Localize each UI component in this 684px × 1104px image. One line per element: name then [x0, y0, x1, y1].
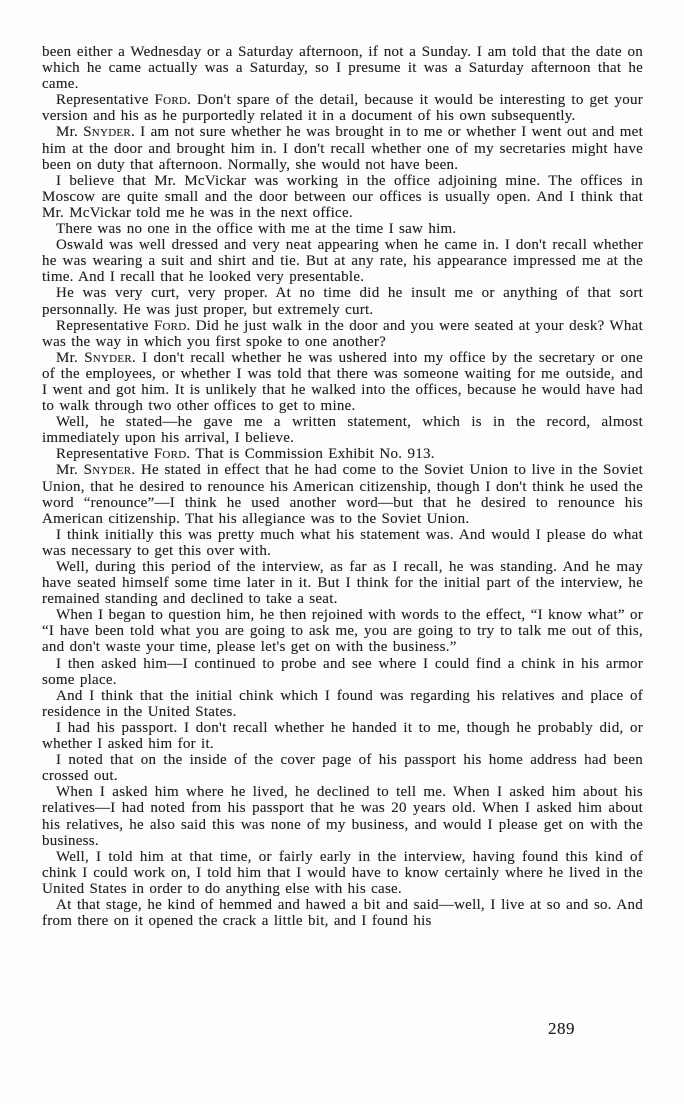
- paragraph: At that stage, he kind of hemmed and hawed a bit and said—well, I live at so and so. And from there on it opened the crack a little bit, and I found his: [42, 896, 643, 930]
- speaker-name: Snyder: [83, 462, 132, 479]
- speaker-label: Mr. Snyder.: [56, 124, 141, 141]
- text-block: [42, 44, 643, 929]
- speaker-name: Ford: [153, 317, 187, 334]
- paragraph: Oswald was well dressed and very neat appearing when he came in. I don't recall whether he was wearing a suit and shirt and tie. But at any rate, his appearance impressed me at the time. And I recall that he looked very presentable.: [42, 237, 643, 286]
- paragraph: Mr. Snyder. He stated in effect that he had come to the Soviet Union to live in the Soviet Union, that he desired to renounce his American citizenship, though I don't think he used the word “renounce”—I think he used another word—but that he desired to renounce his American citizenship. That his allegiance was to the Soviet Union.: [42, 462, 643, 527]
- speaker-label: Representative Ford.: [56, 92, 198, 109]
- paragraph: When I began to question him, he then rejoined with words to the effect, “I know what” or “I have been told what you are going to ask me, you are going to try to talk me out of this, and don't waste your time, please let's get on with the business.”: [42, 607, 643, 656]
- paragraph: Representative Ford. That is Commission Exhibit No. 913.: [56, 446, 435, 463]
- speaker-label: Representative Ford.: [56, 317, 196, 334]
- paragraph: Well, during this period of the interview, as far as I recall, he was standing. And he may have seated himself some time later in it. But I think for the initial part of the interview, he remained standing and declined to take a seat.: [42, 559, 643, 608]
- paragraph: Representative Ford. Don't spare of the detail, because it would be interesting to get your version and his as he purportedly related it in a document of his own subsequently.: [42, 92, 643, 125]
- paragraph: I then asked him—I continued to probe and see where I could find a chink in his armor some place.: [42, 655, 643, 688]
- paragraph: Mr. Snyder. I am not sure whether he was brought in to me or whether I went out and met him at the door and brought him in. I don't recall whether one of my secretaries might have been on duty that afternoon. Normally, she would not have been.: [42, 124, 644, 173]
- page-number: 289: [548, 1019, 575, 1038]
- speaker-name: Ford: [153, 446, 187, 463]
- paragraph: been either a Wednesday or a Saturday afternoon, if not a Sunday. I am told that the date on which he came actually was a Saturday, so I presume it was a Saturday afternoon that he came.: [42, 44, 643, 93]
- speaker-name: Snyder: [83, 124, 131, 141]
- speaker-label: Mr. Snyder.: [56, 349, 143, 366]
- speaker-label: Representative Ford.: [56, 446, 196, 463]
- paragraph: And I think that the initial chink which I found was regarding his relatives and place of residence in the United States.: [42, 687, 643, 720]
- paragraph: I believe that Mr. McVickar was working in the office adjoining mine. The offices in Moscow are quite small and the door between our offices is usually open. And I think that Mr. McVickar told me he was in the next office.: [42, 172, 643, 221]
- paragraph: Well, I told him at that time, or fairly early in the interview, having found this kind of chink I could work on, I told him that I would have to know certainly where he lived in the United States in order to do anything else with his case.: [42, 848, 643, 897]
- paragraph: He was very curt, very proper. At no time did he insult me or anything of that sort personnally. He was just proper, but extremely curt.: [42, 285, 643, 318]
- paragraph: I think initially this was pretty much what his statement was. And would I please do what was necessary to get this over with.: [42, 526, 643, 559]
- paragraph: Mr. Snyder. I don't recall whether he was ushered into my office by the secretary or one of the employees, or whether I was told that there was someone waiting for me outside, and I went and got him. It is unlikely that he walked into the offices, because he would have had to walk through two other offices to get to mine.: [42, 349, 643, 415]
- paragraph: Representative Ford. Did he just walk in the door and you were seated at your desk? What was the way in which you first spoke to one another?: [42, 317, 643, 350]
- paragraph: I had his passport. I don't recall whether he handed it to me, though he probably did, or whether I asked him for it.: [42, 719, 643, 753]
- paragraph: I noted that on the inside of the cover page of his passport his home address had been crossed out.: [42, 752, 643, 785]
- speaker-name: Snyder: [84, 349, 132, 366]
- speaker-name: Ford: [154, 92, 188, 109]
- paragraph: When I asked him where he lived, he declined to tell me. When I asked him about his relatives—I had noted from his passport that he was 20 years old. When I asked him about his relatives, he also said this was none of my business, and would I please get on with the business.: [42, 784, 643, 849]
- paragraph: There was no one in the office with me at the time I saw him.: [56, 221, 457, 238]
- speaker-label: Mr. Snyder.: [56, 462, 141, 479]
- paragraph: Well, he stated—he gave me a written statement, which is in the record, almost immediately upon his arrival, I believe.: [42, 414, 643, 447]
